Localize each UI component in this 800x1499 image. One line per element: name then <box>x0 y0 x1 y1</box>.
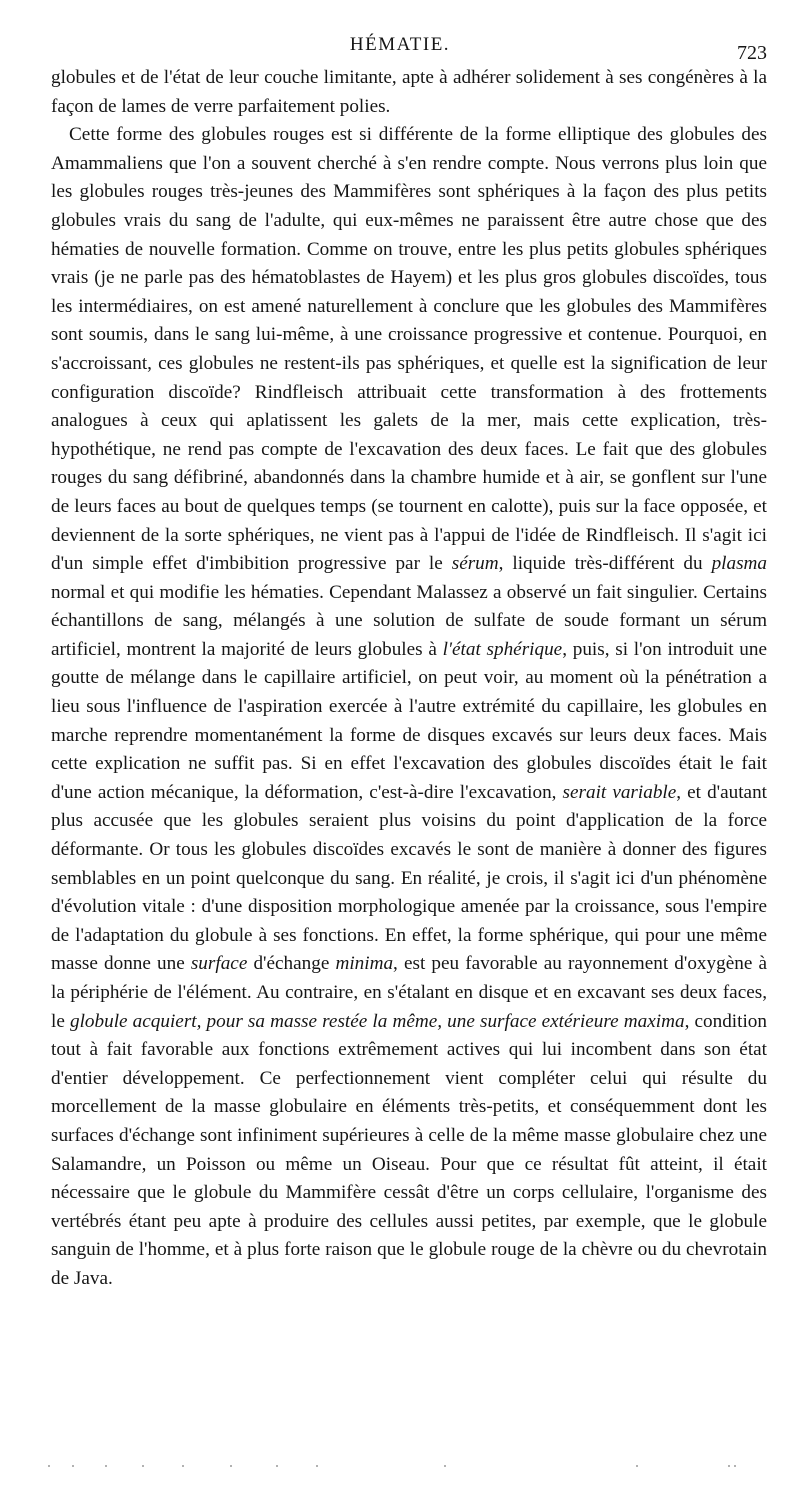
scan-speck <box>444 1465 446 1467</box>
scan-speck <box>142 1465 144 1467</box>
body-text <box>51 64 767 1294</box>
italic-term: minima <box>335 953 394 975</box>
scan-speck <box>316 1465 318 1467</box>
italic-term: surface <box>190 953 248 975</box>
scan-speck <box>182 1465 184 1467</box>
text-run: , puis, si l'on introduit une goutte de mélange dans le capillaire artificiel, on peut voir, au moment où la pénétration a lieu sous l'influence de l'aspiration exercée à l'autre extrémité du capillaire, les globules en marche reprendre momentanément la forme de disques excavés sur leurs deux faces. Mais cette explication ne suffit pas. Si en effet l'excavation des globules discoïdes était le fait d'une action mécanique, la déformation, c'est-à-dire l'excavation, <box>51 638 767 803</box>
paragraph-main <box>51 121 767 1293</box>
scan-speck <box>105 1465 107 1467</box>
running-title: HÉMATIE. <box>349 34 451 55</box>
bottom-scan-specks <box>40 1463 760 1469</box>
scan-speck <box>734 1465 736 1467</box>
scan-speck <box>728 1465 730 1467</box>
italic-term: sérum <box>451 553 499 575</box>
page-number: 723 <box>737 42 767 64</box>
scan-speck <box>276 1465 278 1467</box>
text-run: normal et qui modifie les hématies. Cependant Malassez a observé un fait singulier. Certains échantillons de sang, mélangés à une solution de sulfate de soude formant un sérum artificiel, montrent la majorité de leurs globules à <box>51 581 767 660</box>
scan-speck <box>48 1465 50 1467</box>
text-run: , condition tout à fait favorable aux fonctions extrêmement actives qui lui incombent dans son état d'entier développement. Ce perfectionnement vient compléter celui qui résulte du morcellement de la masse globulaire en éléments très-petits, et conséquemment dont les surfaces d'échange sont infiniment supérieures à celle de la même masse globulaire chez une Salamandre, un Poisson ou même un Oiseau. Pour que ce résultat fût atteint, il était nécessaire que le globule du Mammifère cessât d'être un corps cellulaire, l'organisme des vertébrés étant peu apte à produire des cellules aussi petites, par exemple, que le globule sanguin de l'homme, et à plus forte raison que le globule rouge de la chèvre ou du chevrotain de Java. <box>51 1010 767 1289</box>
scan-speck <box>72 1465 74 1467</box>
text-run: , est peu favorable au rayonnement d'oxygène à la périphérie de l'élément. Au contraire, en s'étalant en disque et en excavant ses deux faces, le <box>51 953 767 1032</box>
text-run: , et d'autant plus accusée que les globules seraient plus voisins du point d'application de la force déformante. Or tous les globules discoïdes excavés le sont de manière à donner des figures semblables en un point quelconque du sang. En réalité, je crois, il s'agit ici d'un phénomène d'évolution vitale : d'une disposition morphologique amenée par la croissance, sous l'empire de l'adaptation du globule à ses fonctions. En effet, la forme sphérique, qui pour une même masse donne une <box>51 781 767 975</box>
running-head <box>0 32 800 64</box>
scan-speck <box>636 1465 638 1467</box>
paragraph-continued: globules et de l'état de leur couche limitante, apte à adhérer solidement à ses congénères à la façon de lames de verre parfaitement polies. <box>51 67 767 117</box>
text-run: , liquide très-différent du <box>498 553 712 575</box>
italic-phrase: globule acquiert, pour sa masse restée la même, une surface extérieure maxima <box>69 1010 685 1032</box>
text-run: Cette forme des globules rouges est si différente de la forme elliptique des globules des Amammaliens que l'on a souvent cherché à s'en rendre compte. Nous verrons plus loin que les globules rouges très-jeunes des Mammifères sont sphériques à la façon des plus petits globules vrais du sang de l'adulte, qui eux-mêmes ne paraissent être autre chose que des hématies de nouvelle formation. Comme on trouve, entre les plus petits globules sphériques vrais (je ne parle pas des hématoblastes de Hayem) et les plus gros globules discoïdes, tous les intermédiaires, on est amené naturellement à conclure que les globules des Mammifères sont soumis, dans le sang lui-même, à une croissance progressive et contenue. Pourquoi, en s'accroissant, ces globules ne restent-ils pas sphériques, et quelle est la signification de leur configuration discoïde? Rindfleisch attribuait cette transformation à des frottements analogues à ceux qui aplatissent les galets de la mer, mais cette explication, très-hypothétique, ne rend pas compte de l'excavation des deux faces. Le fait que des globules rouges du sang défibriné, abandonnés dans la chambre humide et à air, se gonflent sur l'une de leurs faces au bout de quelques temps (se tournent en calotte), puis sur la face opposée, et deviennent de la sorte sphériques, ne vient pas à l'appui de l'idée de Rindfleisch. Il s'agit ici d'un simple effet d'imbibition progressive par le <box>51 124 767 575</box>
italic-term: l'état sphérique <box>442 638 563 660</box>
text-run: d'échange <box>247 953 336 975</box>
italic-term: serait variable <box>562 781 677 803</box>
scan-speck <box>230 1465 232 1467</box>
italic-term: plasma <box>711 553 767 575</box>
